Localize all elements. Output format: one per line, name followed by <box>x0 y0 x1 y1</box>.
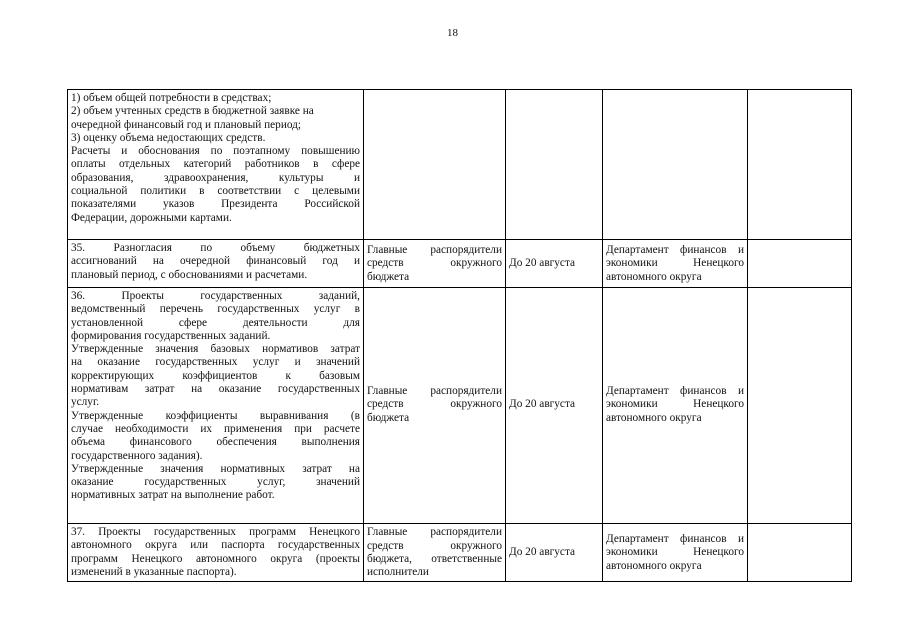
recipient-line: Департамент финансов и <box>606 385 744 398</box>
cell-notes <box>748 90 852 240</box>
cell-description <box>68 288 364 524</box>
description-line: очередной финансовый год и плановый период; <box>71 118 302 131</box>
responsible-line: бюджета <box>367 411 410 424</box>
cell-notes <box>748 524 852 582</box>
document-table <box>67 89 852 582</box>
description-line: объема финансового обеспечения выполнения <box>71 436 360 449</box>
description-line: на оказание государственных услуг и значений <box>71 356 360 369</box>
description-line: Федерации, дорожными картами. <box>71 211 232 224</box>
description-line: Утвержденные значения нормативных затрат на <box>71 462 360 475</box>
description-line: оказание государственных услуг, значений <box>71 476 360 489</box>
description-line: ассигнований на очередной финансовый год и <box>71 255 360 268</box>
cell-recipient <box>603 288 748 524</box>
responsible-line: бюджета, ответственные <box>367 553 502 565</box>
cell-responsible <box>364 524 506 582</box>
description-line: образования, здравоохранения, культуры и <box>71 171 360 184</box>
description-line: программ Ненецкого автономного округа (проекты <box>71 552 360 565</box>
recipient-line: автономного округа <box>606 270 702 283</box>
description-line: государственного задания). <box>71 449 203 462</box>
page-number: 18 <box>447 27 458 39</box>
description-line: формирования государственных заданий. <box>71 329 271 342</box>
cell-deadline: До 20 августа <box>506 524 603 582</box>
recipient-line: экономики Ненецкого <box>606 398 744 411</box>
cell-responsible <box>364 90 506 240</box>
description-line: изменений в указанные паспорта). <box>71 565 237 578</box>
cell-notes <box>748 288 852 524</box>
cell-description <box>68 240 364 288</box>
description-line: установленной сфере деятельности для <box>71 316 360 329</box>
description-line: 2) объем учтенных средств в бюджетной заявке на <box>71 105 314 118</box>
responsible-line: Главные распорядители <box>367 244 502 257</box>
recipient-line: экономики Ненецкого <box>606 257 744 270</box>
description-line: случае необходимости их применения при расчете <box>71 422 360 435</box>
description-line: 36. Проекты государственных заданий, <box>71 290 360 302</box>
description-line: плановый период, с обоснованиями и расчетами. <box>71 268 308 281</box>
cell-deadline: До 20 августа <box>506 240 603 288</box>
responsible-line: бюджета <box>367 270 410 283</box>
responsible-line: исполнители <box>367 566 429 579</box>
cell-description <box>68 524 364 582</box>
responsible-line: средств окружного <box>367 539 502 552</box>
cell-deadline <box>506 90 603 240</box>
cell-responsible <box>364 240 506 288</box>
responsible-line: Главные распорядители <box>367 526 502 539</box>
table-row <box>68 524 852 582</box>
recipient-line: экономики Ненецкого <box>606 546 744 559</box>
recipient-line: Департамент финансов и <box>606 244 744 257</box>
description-line: Расчеты и обоснования по поэтапному повышению <box>71 145 360 158</box>
description-line: Утвержденные коэффициенты выравнивания (в <box>71 409 360 422</box>
description-line: показателями указов Президента Российской <box>71 198 360 211</box>
description-line: нормативных затрат на выполнение работ. <box>71 489 275 502</box>
responsible-line: средств окружного <box>367 257 502 270</box>
table-row <box>68 90 852 240</box>
description-line: социальной политики в соответствии с целевыми <box>71 185 360 198</box>
description-line: корректирующих коэффициентов к базовым <box>71 369 360 382</box>
recipient-line: Департамент финансов и <box>606 533 744 546</box>
description-line: 3) оценку объема недостающих средств. <box>71 131 266 144</box>
description-line: 1) объем общей потребности в средствах; <box>71 92 272 104</box>
cell-notes <box>748 240 852 288</box>
description-line: 35. Разногласия по объему бюджетных <box>71 242 360 254</box>
description-line: нормативам затрат на оказание государственных <box>71 383 360 396</box>
responsible-line: Главные распорядители <box>367 385 502 398</box>
cell-description <box>68 90 364 240</box>
description-line: оплаты отдельных категорий работников в сфере <box>71 158 360 171</box>
description-line: Утвержденные значения базовых нормативов затрат <box>71 343 360 356</box>
description-line: услуг. <box>71 396 100 409</box>
description-line: ведомственный перечень государственных услуг в <box>71 303 360 316</box>
table-row <box>68 240 852 288</box>
cell-recipient <box>603 524 748 582</box>
cell-deadline: До 20 августа <box>506 288 603 524</box>
cell-responsible <box>364 288 506 524</box>
cell-recipient <box>603 90 748 240</box>
responsible-line: средств окружного <box>367 398 502 411</box>
description-line: автономного округа или паспорта государственных <box>71 539 360 552</box>
table-row <box>68 288 852 524</box>
description-line: 37. Проекты государственных программ Ненецкого <box>71 526 360 538</box>
recipient-line: автономного округа <box>606 411 702 424</box>
cell-recipient <box>603 240 748 288</box>
recipient-line: автономного округа <box>606 559 702 572</box>
